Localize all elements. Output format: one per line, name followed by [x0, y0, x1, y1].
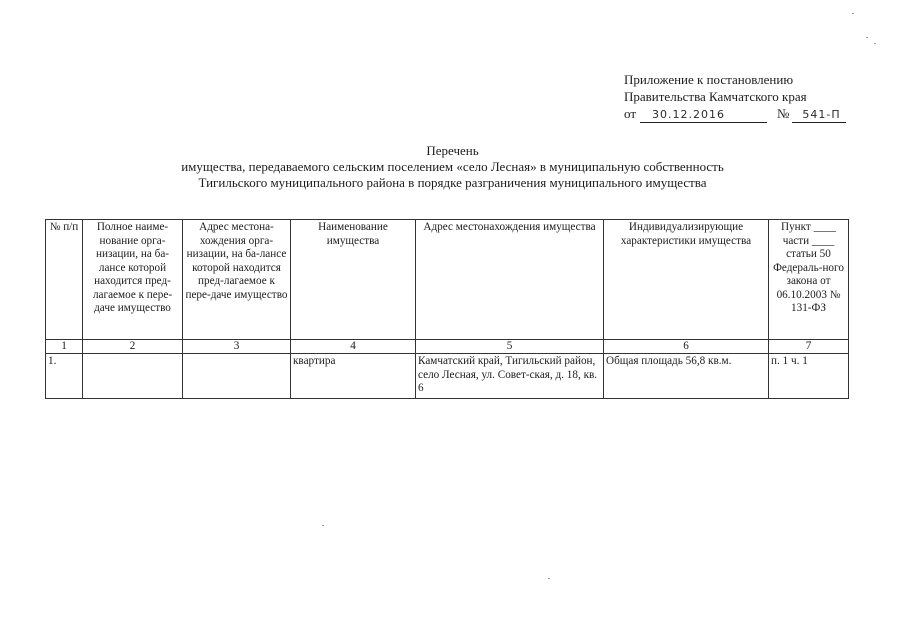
header-cell-num: № п/п: [46, 220, 83, 340]
scan-speck: [322, 525, 324, 526]
column-number: 4: [291, 340, 416, 354]
scan-speck: [874, 43, 876, 44]
header-cell-law-clause: Пункт ____ части ____ статьи 50 Федераль-ного закона от 06.10.2003 № 131-ФЗ: [769, 220, 849, 340]
title-line-1: Перечень: [426, 143, 479, 158]
column-number-row: [46, 340, 849, 354]
appendix-header: [624, 71, 846, 123]
header-cell-org-address: Адрес местона-хождения орга-низации, на ба-лансе которой находится пред-лагаемое к пере-даче имущество: [183, 220, 291, 340]
number-value: 541-П: [792, 108, 846, 123]
property-table: [45, 219, 849, 399]
row-property-address: Камчатский край, Тигильский район, село Лесная, ул. Совет-ская, д. 18, кв. 6: [416, 354, 604, 399]
row-characteristics: Общая площадь 56,8 кв.м.: [604, 354, 769, 399]
scan-speck: [866, 37, 868, 38]
document-title: [0, 143, 905, 191]
column-number: 3: [183, 340, 291, 354]
number-label: №: [777, 106, 790, 121]
row-num: 1.: [46, 354, 83, 399]
column-number: 6: [604, 340, 769, 354]
header-cell-property-address: Адрес местонахождения имущества: [416, 220, 604, 340]
header-cell-characteristics: Индивидуализирующие характеристики имущества: [604, 220, 769, 340]
row-org-address: [183, 354, 291, 399]
date-prefix: от: [624, 106, 637, 121]
date-value: 30.12.2016: [640, 108, 767, 123]
appendix-date-row: [624, 105, 846, 123]
row-property-name: квартира: [291, 354, 416, 399]
table-row: [46, 354, 849, 399]
scan-speck: [548, 578, 550, 579]
scan-speck: [852, 13, 854, 14]
appendix-line-1: Приложение к постановлению: [624, 72, 794, 87]
column-number: 7: [769, 340, 849, 354]
appendix-line-2: Правительства Камчатского края: [624, 89, 807, 104]
row-law-clause: п. 1 ч. 1: [769, 354, 849, 399]
header-cell-org-name: Полное наиме-нование орга-низации, на ба-лансе которой находится пред-лагаемое к пере-даче имущество: [83, 220, 183, 340]
column-number: 5: [416, 340, 604, 354]
column-number: 2: [83, 340, 183, 354]
column-number: 1: [46, 340, 83, 354]
header-cell-property-name: Наименование имущества: [291, 220, 416, 340]
row-org-name: [83, 354, 183, 399]
table-header-row: [46, 220, 849, 340]
title-line-2: имущества, передаваемого сельским поселением «село Лесная» в муниципальную собственность: [181, 159, 724, 174]
title-line-3: Тигильского муниципального района в порядке разграничения муниципального имущества: [198, 175, 707, 190]
